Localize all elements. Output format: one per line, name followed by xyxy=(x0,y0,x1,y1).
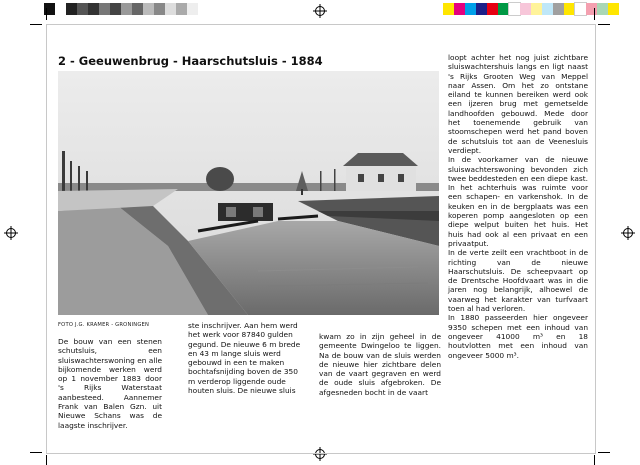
crop-mark xyxy=(46,455,47,465)
column-4-paragraph-4: In 1880 passeerden hier ongeveer 9350 schepen met een inhoud van ongeveer 41000 m³ en 18 houtvlotten met een inhoud van ongeveer 5000 m³. xyxy=(448,313,588,360)
color-calibration-bar xyxy=(443,3,619,15)
crop-mark xyxy=(598,452,610,453)
column-2-text: ste inschrijver. Aan hem werd het werk voor 87840 gulden gegund. De nieuwe 6 m brede en 43 m lange sluis werd gebouwd in een te maken bochtafsnijding boven de 350 m verderop liggende oude houten sluis. De nieuwe sluis xyxy=(188,321,301,396)
column-4-paragraph-2: In de voorkamer van de nieuwe sluiswachterswoning bevonden zich twee beddesteden en een diepe kast. In het achterhuis was ruimte voor een schapen- en varkenshok. In de keuken en in de bergplaats was een koperen pomp aangesloten op een diepe welput buiten het huis. Het huis had ook al een privaat en een privaatput. xyxy=(448,155,588,248)
crop-mark xyxy=(594,455,595,465)
registration-mark-top xyxy=(313,4,327,18)
column-4-paragraph-3: In de verte zeilt een vrachtboot in de richting van de nieuwe Haarschutsluis. De scheepvaart op de Drentsche Hoofdvaart was in die jaren nog belangrijk, alhoewel de vaarweg het karakter van turfvaart toen al had verloren. xyxy=(448,248,588,314)
column-1-text: De bouw van een stenen schutsluis, een sluiswachterswoning en alle bijkomende werken werd op 1 november 1883 door 's Rijks Waterstaat aanbesteed. Aannemer Frank van Balen Gzn. uit Nieuwe Schans was de laagste inschrijver. xyxy=(58,337,162,430)
column-4-paragraph-1: loopt achter het nog juist zichtbare sluiswachtershuis langs en ligt naast 's Rijks Grooten Weg van Meppel naar Assen. Om het zo ontstane eiland te kunnen bereiken werd ook een ijzeren brug met gemetselde landhoofden gebouwd. Mede door het toenemende gebruik van stoomschepen werd het pand boven de schutsluis tot aan de Veenesluis verdiept. xyxy=(448,53,588,155)
crop-mark xyxy=(598,24,610,25)
text-column-4 xyxy=(448,53,588,360)
text-column-2 xyxy=(188,321,306,395)
registration-mark-right xyxy=(621,226,635,240)
crop-mark xyxy=(46,8,47,20)
column-3-text: kwam zo in zijn geheel in de gemeente Dwingeloo te liggen. Na de bouw van de sluis werden de nieuwe hier zichtbare delen van de vaart gegraven en werd de oude sluis afgebroken. De afgesneden bocht in de vaart xyxy=(319,332,441,397)
historic-photo xyxy=(58,71,439,315)
text-column-1 xyxy=(58,337,162,430)
photo-caption: FOTO J.G. KRAMER - GRONINGEN xyxy=(58,322,150,328)
crop-mark xyxy=(30,452,42,453)
grey-calibration-bar xyxy=(44,3,198,15)
registration-mark-left xyxy=(4,226,18,240)
crop-mark xyxy=(594,8,595,20)
text-column-3 xyxy=(319,332,441,397)
page-title: 2 - Geeuwenbrug - Haarschutsluis - 1884 xyxy=(58,54,323,68)
crop-mark xyxy=(30,24,42,25)
